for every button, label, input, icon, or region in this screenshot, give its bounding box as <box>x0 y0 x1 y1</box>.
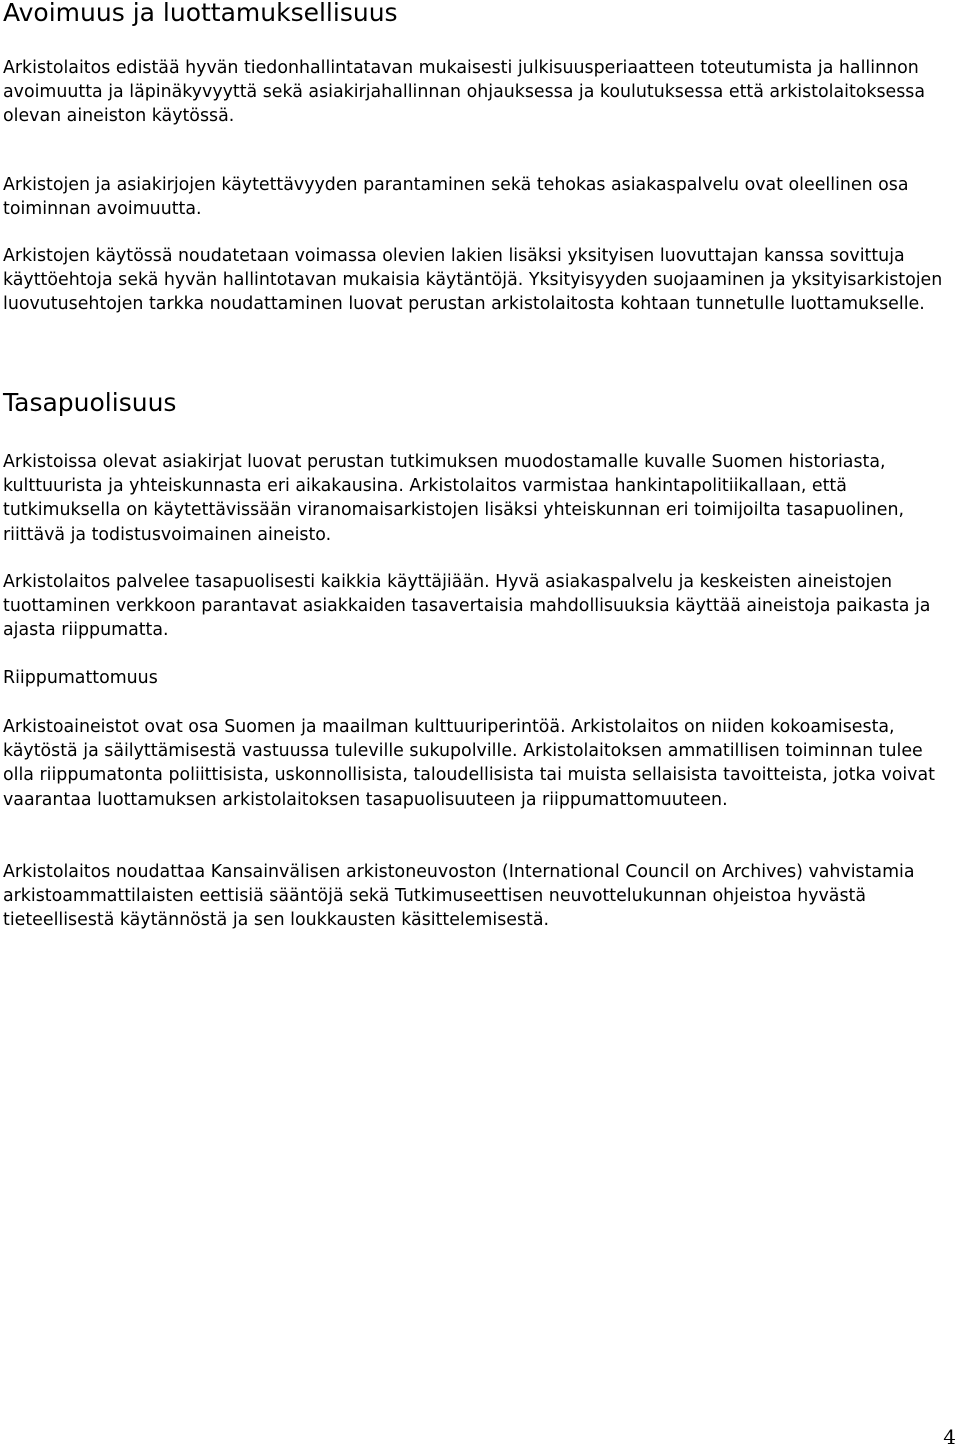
paragraph-riippumattomuus-2: Arkistolaitos noudattaa Kansainvälisen arkistoneuvoston (International Council on Archives) vahvistamia arkistoammattilaisten eettisiä sääntöjä sekä Tutkimuseettisen neuvottelukunnan ohjeistoa hyvästä tieteellisestä käytännöstä ja sen loukkausten käsittelemisestä. <box>3 862 915 931</box>
heading-avoimuus: Avoimuus ja luottamuksellisuus <box>3 0 398 27</box>
paragraph-avoimuus-1: Arkistolaitos edistää hyvän tiedonhallintatavan mukaisesti julkisuusperiaatteen toteutumista ja hallinnon avoimuutta ja läpinäkyvyyttä sekä asiakirjahallinnan ohjauksessa ja koulutuksessa että arkistolaitoksessa olevan aineiston käytössä. <box>3 58 926 127</box>
heading-riippumattomuus: Riippumattomuus <box>3 668 158 688</box>
paragraph-tasapuolisuus-2: Arkistolaitos palvelee tasapuolisesti kaikkia käyttäjiään. Hyvä asiakaspalvelu ja keskeisten aineistojen tuottaminen verkkoon parantavat asiakkaiden tasavertaisia mahdollisuuksia käyttää aineistoja paikasta ja ajasta riippumatta. <box>3 572 931 641</box>
paragraph-riippumattomuus-1: Arkistoaineistot ovat osa Suomen ja maailman kulttuuriperintöä. Arkistolaitos on niiden kokoamisesta, käytöstä ja säilyttämisestä vastuussa tuleville sukupolville. Arkistolaitoksen ammatillisen toiminnan tulee olla riippumatonta poliittisista, uskonnollisista, taloudellisista tai muista sellaisista tavoitteista, jotka voivat vaarantaa luottamuksen arkistolaitoksen tasapuolisuuteen ja riippumattomuuteen. <box>3 717 935 810</box>
paragraph-avoimuus-3: Arkistojen käytössä noudatetaan voimassa olevien lakien lisäksi yksityisen luovuttajan kanssa sovittuja käyttöehtoja sekä hyvän hallintotavan mukaisia käytäntöjä. Yksityisyyden suojaaminen ja yksityisarkistojen luovutusehtojen tarkka noudattaminen luovat perustan arkistolaitosta kohtaan tunnetulle luottamukselle. <box>3 246 943 315</box>
heading-tasapuolisuus: Tasapuolisuus <box>3 388 177 417</box>
page-number: 4 <box>943 1425 956 1449</box>
paragraph-avoimuus-2: Arkistojen ja asiakirjojen käytettävyyden parantaminen sekä tehokas asiakaspalvelu ovat oleellinen osa toiminnan avoimuutta. <box>3 175 909 220</box>
paragraph-tasapuolisuus-1: Arkistoissa olevat asiakirjat luovat perustan tutkimuksen muodostamalle kuvalle Suomen historiasta, kulttuurista ja yhteiskunnasta eri aikakausina. Arkistolaitos varmistaa hankintapolitiikallaan, että tutkimuksella on käytettävissään viranomaisarkistojen lisäksi yhteiskunnan eri toimijoilta tasapuolinen, riittävä ja todistusvoimainen aineisto. <box>3 452 905 545</box>
